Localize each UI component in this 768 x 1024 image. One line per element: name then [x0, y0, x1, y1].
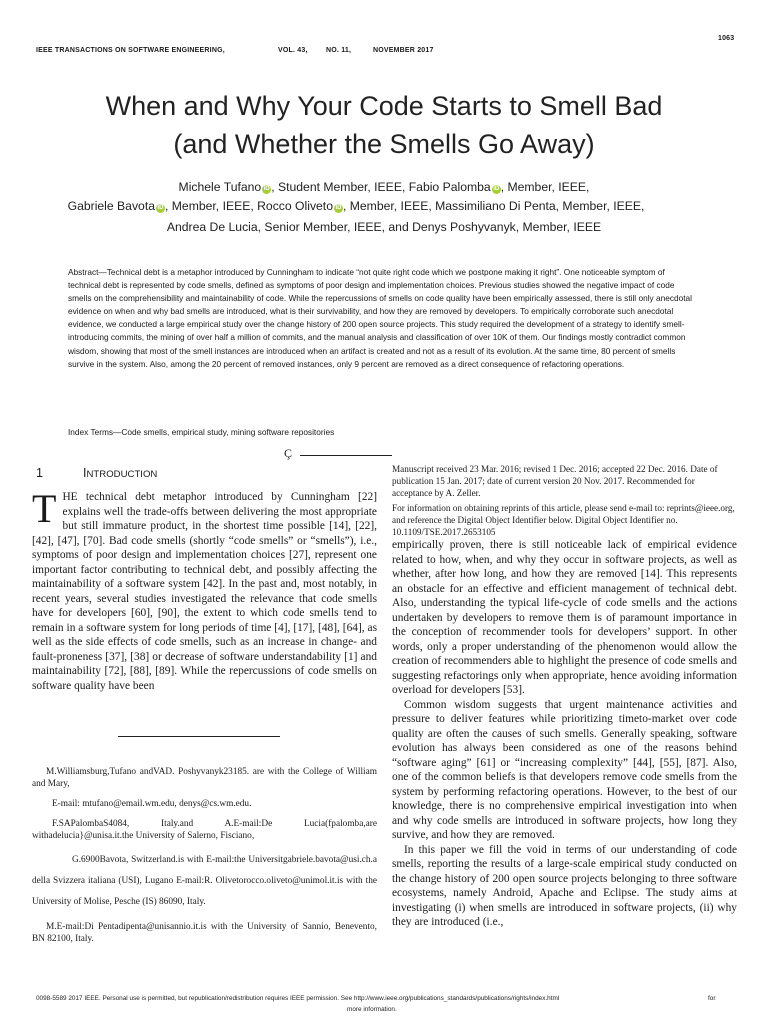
separator-glyph: Ç — [284, 446, 293, 460]
author-line-3: Andrea De Lucia, Senior Member, IEEE, and Denys Poshyvanyk, Member, IEEE — [166, 220, 602, 234]
volume: VOL. 43, — [278, 47, 308, 54]
right-column-text — [392, 538, 737, 930]
copyright-footer: 0098-5589 2017 IEEE. Personal use is permitted, but republication/redistribution requires IEEE permission. See http://www.ieee.org/publications_standards/publications/rights/index.html — [36, 995, 560, 1002]
manuscript-note: Manuscript received 23 Mar. 2016; revised 1 Dec. 2016; accepted 22 Dec. 2016. Date of publication 15 Jan. 2017; date of current version 20 Nov. 2017. Recommended for acceptance by A. Zeller. — [392, 464, 718, 498]
abstract: Abstract—Technical debt is a metaphor introduced by Cunningham to indicate “not quite right code which we postpone making it right”. One noticeable symptom of technical debt is represented by code smells, defined as symptoms of poor design and implementation choices. Previous studies showed the negative impact of code smells on the comprehensibility and maintainability of code. While the repercussions of smells on code quality have been empirically assessed, there is still only anecdotal evidence on when and why bad smells are introduced, what is their survivability, and how they are removed by developers. To empirically corroborate such anecdotal evidence, we conducted a large empirical study over the change history of 200 open source projects. This study required the development of a strategy to identify smell-introducing commits, the mining of over half a million of commits, and the manual analysis and classification of over 10K of them. Our findings mostly contradict common wisdom, showing that most of the smell instances are introduced when an artifact is created and not as a result of its evolution. At the same time, 80 percent of smells survive in the system. Also, among the 20 percent of removed instances, only 9 percent are removed as a direct consequence of refactoring operations. — [68, 267, 692, 369]
drop-cap: T — [32, 486, 57, 531]
orcid-icon[interactable]: iD — [157, 205, 164, 211]
affiliations — [32, 766, 377, 953]
copyright-footer-more: more information. — [347, 1006, 397, 1013]
issue-date: NOVEMBER 2017 — [373, 47, 434, 54]
copyright-footer-for: for — [708, 995, 716, 1002]
paper-title-line-1: When and Why Your Code Starts to Smell Bad — [105, 91, 663, 121]
author-role: , Member, IEEE, Massimiliano Di Penta, Member, IEEE, — [342, 199, 645, 213]
author-name: Michele Tufano — [178, 180, 262, 194]
affiliation-item: G.6900Bavota, Switzerland.is with E-mail:the Universitgabriele.bavota@usi.ch.a della Svizzera italiana (USI), Lugano E-mail:R. Olivetorocco.oliveto@unimol.it.is with the University of Molise, Pesche (IS) 86090, Italy. — [32, 855, 377, 907]
orcid-icon[interactable]: iD — [263, 186, 270, 192]
section-number: 1 — [36, 466, 43, 480]
orcid-icon[interactable]: iD — [335, 205, 342, 211]
section-heading-initial: I — [83, 466, 87, 480]
intro-paragraph — [32, 486, 377, 693]
footnote-rule — [118, 736, 280, 737]
section-heading — [83, 466, 157, 480]
author-line-2 — [0, 195, 712, 217]
affiliation-item: F.SAPalombaS4084, Italy.and A.E-mail:De Lucia(fpalomba,are withadelucia}@unisa.it.the University of Salerno, Fisciano, — [32, 819, 377, 841]
body-paragraph: In this paper we fill the void in terms of our understanding of code smells, reporting the results of a large-scale empirical study conducted on the change history of 200 open source projects belonging to three software ecosystems, namely Android, Apache and Eclipse. The study aims at investigating (i) when smells are introduced in software projects, (ii) why they are introduced (i.e., — [392, 843, 737, 928]
section-heading-rest: NTRODUCTION — [86, 469, 158, 480]
body-paragraph: empirically proven, there is still noticeable lack of empirical evidence related to how, when, and why they occur in software projects, as well as whether, after how long, and how they are removed [14]. This represents an obstacle for an effective and efficient management of technical debt. Also, understanding the typical life-cycle of code smells and the actions undertaken by developers to remove them is of paramount importance in the conception of recommender tools for developers’ support. In other words, only a proper understanding of the phenomenon would allow the creation of recommenders able to highlight the presence of code smells and suggesting refactorings only when appropriate, hence avoiding information overload for developers [53]. — [392, 539, 737, 696]
journal-name: IEEE TRANSACTIONS ON SOFTWARE ENGINEERING, — [36, 47, 225, 54]
author-role: , Member, IEEE, Rocco Oliveto — [165, 199, 333, 213]
index-terms: Index Terms—Code smells, empirical study, mining software repositories — [68, 427, 335, 437]
author-role: , Member, IEEE, — [500, 180, 590, 194]
page-number: 1063 — [718, 35, 735, 42]
author-name: Gabriele Bavota — [67, 199, 155, 213]
intro-text: HE technical debt metaphor introduced by Cunningham [22] explains well the trade-offs between delivering the most appropriate but still immature product, in the shortest time possible [14], [22], [42], [47], [70]. Bad code smells (shortly “code smells” or “smells”), i.e., symptoms of poor design and implementation choices [27], represent one important factor contributing to technical debt, and possibly affecting the maintainability of a software system [42]. In the past and, most notably, in recent years, several studies investigated the relevance that code smells have for developers [60], [90], the extent to which code smells tend to remain in a software system for long periods of time [4], [17], [48], [64], as well as the side effects of code smells, such as an increase in change- and fault-proneness [37], [38] or decrease of software understandability [1] and maintainability [72], [88], [89]. While the repercussions of code smells on software quality have been — [32, 491, 377, 692]
orcid-icon[interactable]: iD — [493, 186, 500, 192]
affiliation-item: M.E-mail:Di Pentadipenta@unisannio.it.is with the University of Sannio, Benevento, BN 82100, Italy. — [32, 922, 377, 944]
reprints-note: For information on obtaining reprints of this article, please send e-mail to: reprints@ieee.org, and reference the Digital Object Identifier below. Digital Object Identifier no. 10.1109/TSE.2017.2653105 — [392, 503, 735, 537]
separator-rule — [300, 455, 392, 456]
body-paragraph: Common wisdom suggests that urgent maintenance activities and pressure to deliver features while prioritizing timeto-market over code quality are often the causes of such smells. Generally speaking, software evolution has always been considered as one of the reasons behind “software aging” [61] or “increasing complexity” [44], [55], [87]. Also, one of the common beliefs is that developers remove code smells from the system by performing refactoring operations. However, to the best of our knowledge, there is no comprehensive empirical investigation into when and why code smells are introduced in software projects, how long they survive, and how they are removed. — [392, 698, 737, 841]
paper-title-line-2: (and Whether the Smells Go Away) — [173, 129, 595, 159]
author-role: , Student Member, IEEE, Fabio Palomba — [271, 180, 491, 194]
issue-number: NO. 11, — [326, 47, 352, 54]
affiliation-item: M.Williamsburg,Tufano andVAD. Poshyvanyk23185. are with the College of William and Mary, — [32, 767, 377, 789]
affiliation-item: E-mail: mtufano@email.wm.edu, denys@cs.wm.edu. — [52, 799, 252, 809]
